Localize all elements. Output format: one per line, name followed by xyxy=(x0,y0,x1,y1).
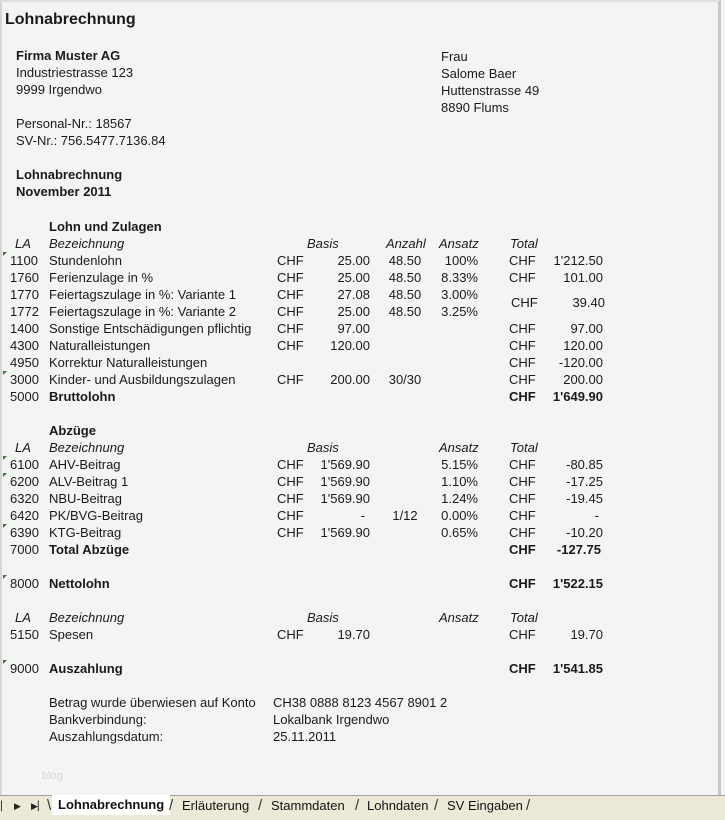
tab-erlaeuterung[interactable]: Erläuterung xyxy=(176,796,255,815)
col-header-total: Total xyxy=(510,610,538,625)
row-basis-currency: CHF xyxy=(277,304,304,319)
row-la: 5150 xyxy=(10,627,39,642)
col-header-basis: Basis xyxy=(307,440,339,455)
row-la: 6420 xyxy=(10,508,39,523)
row-basis-currency: CHF xyxy=(277,474,304,489)
row-basis: 1'569.90 xyxy=(320,457,370,472)
row-la: 5000 xyxy=(10,389,39,404)
row-bezeichnung: Spesen xyxy=(49,627,94,642)
row-la: 6100 xyxy=(10,457,39,472)
row-anzahl: 48.50 xyxy=(388,304,422,319)
col-header-ansatz: Ansatz xyxy=(439,610,479,625)
tab-separator: / xyxy=(355,797,360,814)
statement-heading: Lohnabrechnung xyxy=(16,167,123,182)
row-basis-currency: CHF xyxy=(277,321,304,336)
comment-marker xyxy=(3,371,7,375)
row-total: - xyxy=(594,508,599,523)
row-total-currency: CHF xyxy=(509,338,536,353)
row-ansatz: 0.65% xyxy=(441,525,478,540)
comment-marker xyxy=(3,252,7,256)
row-total-currency: CHF xyxy=(509,542,536,557)
row-basis: 97.00 xyxy=(337,321,370,336)
row-total-currency: CHF xyxy=(509,389,536,404)
row-la: 9000 xyxy=(10,661,39,676)
row-basis-currency: CHF xyxy=(277,627,304,642)
col-header-bezeichnung: Bezeichnung xyxy=(49,610,125,625)
personal-nr: Personal-Nr.: 18567 xyxy=(16,116,132,131)
row-basis: 25.00 xyxy=(337,270,370,285)
row-bezeichnung: Auszahlung xyxy=(49,661,123,676)
konto-value: CH38 0888 8123 4567 8901 2 xyxy=(273,695,448,710)
tab-separator: / xyxy=(434,797,439,814)
col-header-la: LA xyxy=(15,610,31,625)
recipient-city: 8890 Flums xyxy=(441,100,509,115)
row-la: 3000 xyxy=(10,372,39,387)
employer-city: 9999 Irgendwo xyxy=(16,82,103,97)
row-basis-currency: CHF xyxy=(277,491,304,506)
row-basis-currency: CHF xyxy=(277,338,304,353)
col-header-ansatz: Ansatz xyxy=(439,440,479,455)
row-total-currency: CHF xyxy=(509,627,536,642)
comment-marker xyxy=(3,524,7,528)
row-la: 6390 xyxy=(10,525,39,540)
row-la: 4950 xyxy=(10,355,39,370)
row-bezeichnung: Ferienzulage in % xyxy=(49,270,154,285)
row-la: 1772 xyxy=(10,304,39,319)
tab-sv-eingaben[interactable]: SV Eingaben xyxy=(441,796,529,815)
recipient-salutation: Frau xyxy=(441,49,468,64)
section-title-lohn: Lohn und Zulagen xyxy=(49,219,162,234)
row-basis-currency: CHF xyxy=(277,287,304,302)
row-bezeichnung: Korrektur Naturalleistungen xyxy=(49,355,208,370)
tab-lohndaten[interactable]: Lohndaten xyxy=(361,796,434,815)
row-basis: 1'569.90 xyxy=(320,491,370,506)
row-ansatz: 100% xyxy=(444,253,478,268)
row-basis: 120.00 xyxy=(330,338,370,353)
comment-marker xyxy=(3,456,7,460)
row-bezeichnung: ALV-Beitrag 1 xyxy=(49,474,129,489)
sv-nr: SV-Nr.: 756.5477.7136.84 xyxy=(16,133,166,148)
row-total: -10.20 xyxy=(566,525,603,540)
row-ansatz: 1.10% xyxy=(441,474,478,489)
row-anzahl: 1/12 xyxy=(392,508,418,523)
row-ansatz: 0.00% xyxy=(441,508,478,523)
row-anzahl: 48.50 xyxy=(388,253,422,268)
col-header-basis: Basis xyxy=(307,236,339,251)
row-ansatz: 3.25% xyxy=(441,304,478,319)
col-header-bezeichnung: Bezeichnung xyxy=(49,236,125,251)
row-bezeichnung: PK/BVG-Beitrag xyxy=(49,508,143,523)
tab-separator: \ xyxy=(47,797,52,814)
row-total-currency: CHF xyxy=(509,355,536,370)
next-sheet-button[interactable]: ▶ xyxy=(14,801,21,811)
employer-name: Firma Muster AG xyxy=(16,48,121,63)
konto-label: Betrag wurde überwiesen auf Konto xyxy=(49,695,256,710)
recipient-street: Huttenstrasse 49 xyxy=(441,83,540,98)
statement-period: November 2011 xyxy=(16,184,112,199)
comment-marker xyxy=(3,575,7,579)
row-total: 1'212.50 xyxy=(553,253,603,268)
col-header-basis: Basis xyxy=(307,610,339,625)
sheet-tab-bar xyxy=(0,795,725,820)
date-value: 25.11.2011 xyxy=(273,729,337,744)
row-la: 4300 xyxy=(10,338,39,353)
row-total: -127.75 xyxy=(556,542,601,557)
tab-separator: / xyxy=(258,797,263,814)
row-la: 6320 xyxy=(10,491,39,506)
row-total: -19.45 xyxy=(566,491,603,506)
row-basis: 1'569.90 xyxy=(320,474,370,489)
row-total: 1'541.85 xyxy=(552,661,603,676)
row-anzahl: 48.50 xyxy=(388,287,422,302)
row-la: 1100 xyxy=(10,253,38,268)
row-total: -80.85 xyxy=(566,457,603,472)
tab-separator: / xyxy=(526,797,531,814)
col-header-bezeichnung: Bezeichnung xyxy=(49,440,125,455)
row-la: 1770 xyxy=(10,287,39,302)
row-basis-currency: CHF xyxy=(277,457,304,472)
bank-value: Lokalbank Irgendwo xyxy=(273,712,390,727)
last-sheet-button[interactable]: ▶▏ xyxy=(31,801,45,811)
row-bezeichnung: Kinder- und Ausbildungszulagen xyxy=(49,372,236,387)
row-bezeichnung: NBU-Beitrag xyxy=(49,491,122,506)
recipient-name: Salome Baer xyxy=(441,66,517,81)
row-anzahl: 48.50 xyxy=(388,270,422,285)
row-bezeichnung: Total Abzüge xyxy=(49,542,130,557)
bank-label: Bankverbindung: xyxy=(49,712,147,727)
row-bezeichnung: Bruttolohn xyxy=(49,389,116,404)
row-ansatz: 1.24% xyxy=(441,491,478,506)
watermark: blog xyxy=(42,770,63,782)
col-header-la: LA xyxy=(15,236,31,251)
row-total-currency: CHF xyxy=(509,321,536,336)
merged-total-currency: CHF xyxy=(511,295,538,310)
row-bezeichnung: AHV-Beitrag xyxy=(49,457,121,472)
col-header-ansatz: Ansatz xyxy=(439,236,479,251)
row-basis: - xyxy=(360,508,365,523)
row-bezeichnung: KTG-Beitrag xyxy=(49,525,122,540)
row-total: 200.00 xyxy=(563,372,603,387)
row-basis: 200.00 xyxy=(330,372,370,387)
row-basis-currency: CHF xyxy=(277,372,304,387)
row-la: 8000 xyxy=(10,576,39,591)
date-label: Auszahlungsdatum: xyxy=(49,729,164,744)
employer-street: Industriestrasse 123 xyxy=(16,65,134,80)
row-total: 1'522.15 xyxy=(552,576,603,591)
row-la: 6200 xyxy=(10,474,39,489)
row-total: 97.00 xyxy=(570,321,603,336)
row-total-currency: CHF xyxy=(509,457,536,472)
row-anzahl: 30/30 xyxy=(388,372,422,387)
tab-stammdaten[interactable]: Stammdaten xyxy=(265,796,351,815)
row-basis: 25.00 xyxy=(337,253,370,268)
row-ansatz: 3.00% xyxy=(441,287,478,302)
row-basis-currency: CHF xyxy=(277,253,304,268)
row-total-currency: CHF xyxy=(509,474,536,489)
col-header-anzahl: Anzahl xyxy=(386,236,426,251)
row-total-currency: CHF xyxy=(509,491,536,506)
row-total-currency: CHF xyxy=(509,270,536,285)
row-basis-currency: CHF xyxy=(277,270,304,285)
row-la: 1760 xyxy=(10,270,39,285)
row-bezeichnung: Feiertagszulage in %: Variante 1 xyxy=(49,287,236,302)
tab-separator: / xyxy=(169,797,174,814)
row-total: 1'649.90 xyxy=(552,389,603,404)
row-basis: 19.70 xyxy=(337,627,370,642)
row-bezeichnung: Nettolohn xyxy=(49,576,110,591)
comment-marker xyxy=(3,660,7,664)
row-total: -17.25 xyxy=(566,474,603,489)
row-ansatz: 8.33% xyxy=(441,270,478,285)
row-total-currency: CHF xyxy=(509,525,536,540)
page-title: Lohnabrechnung xyxy=(5,11,136,28)
row-total-currency: CHF xyxy=(509,508,536,523)
row-bezeichnung: Stundenlohn xyxy=(49,253,123,268)
section-title-abzuege: Abzüge xyxy=(49,423,96,438)
row-la: 7000 xyxy=(10,542,39,557)
row-total-currency: CHF xyxy=(509,253,536,268)
row-basis-currency: CHF xyxy=(277,525,304,540)
row-basis: 27.08 xyxy=(337,287,370,302)
row-bezeichnung: Naturalleistungen xyxy=(49,338,151,353)
row-total-currency: CHF xyxy=(509,661,536,676)
row-total-currency: CHF xyxy=(509,576,536,591)
row-basis-currency: CHF xyxy=(277,508,304,523)
comment-marker xyxy=(3,473,7,477)
first-sheet-button[interactable]: ▏ xyxy=(1,801,8,811)
row-la: 1400 xyxy=(10,321,39,336)
row-total: -120.00 xyxy=(558,355,603,370)
row-total: 120.00 xyxy=(563,338,603,353)
col-header-total: Total xyxy=(510,236,538,251)
col-header-total: Total xyxy=(510,440,538,455)
row-total: 19.70 xyxy=(570,627,603,642)
row-ansatz: 5.15% xyxy=(441,457,478,472)
row-bezeichnung: Sonstige Entschädigungen pflichtig xyxy=(49,321,252,336)
tab-lohnabrechnung[interactable]: Lohnabrechnung xyxy=(52,795,170,815)
col-header-la: LA xyxy=(15,440,31,455)
row-bezeichnung: Feiertagszulage in %: Variante 2 xyxy=(49,304,236,319)
row-total-currency: CHF xyxy=(509,372,536,387)
row-basis: 25.00 xyxy=(337,304,370,319)
row-basis: 1'569.90 xyxy=(320,525,370,540)
row-total: 101.00 xyxy=(563,270,603,285)
merged-total: 39.40 xyxy=(572,295,605,310)
